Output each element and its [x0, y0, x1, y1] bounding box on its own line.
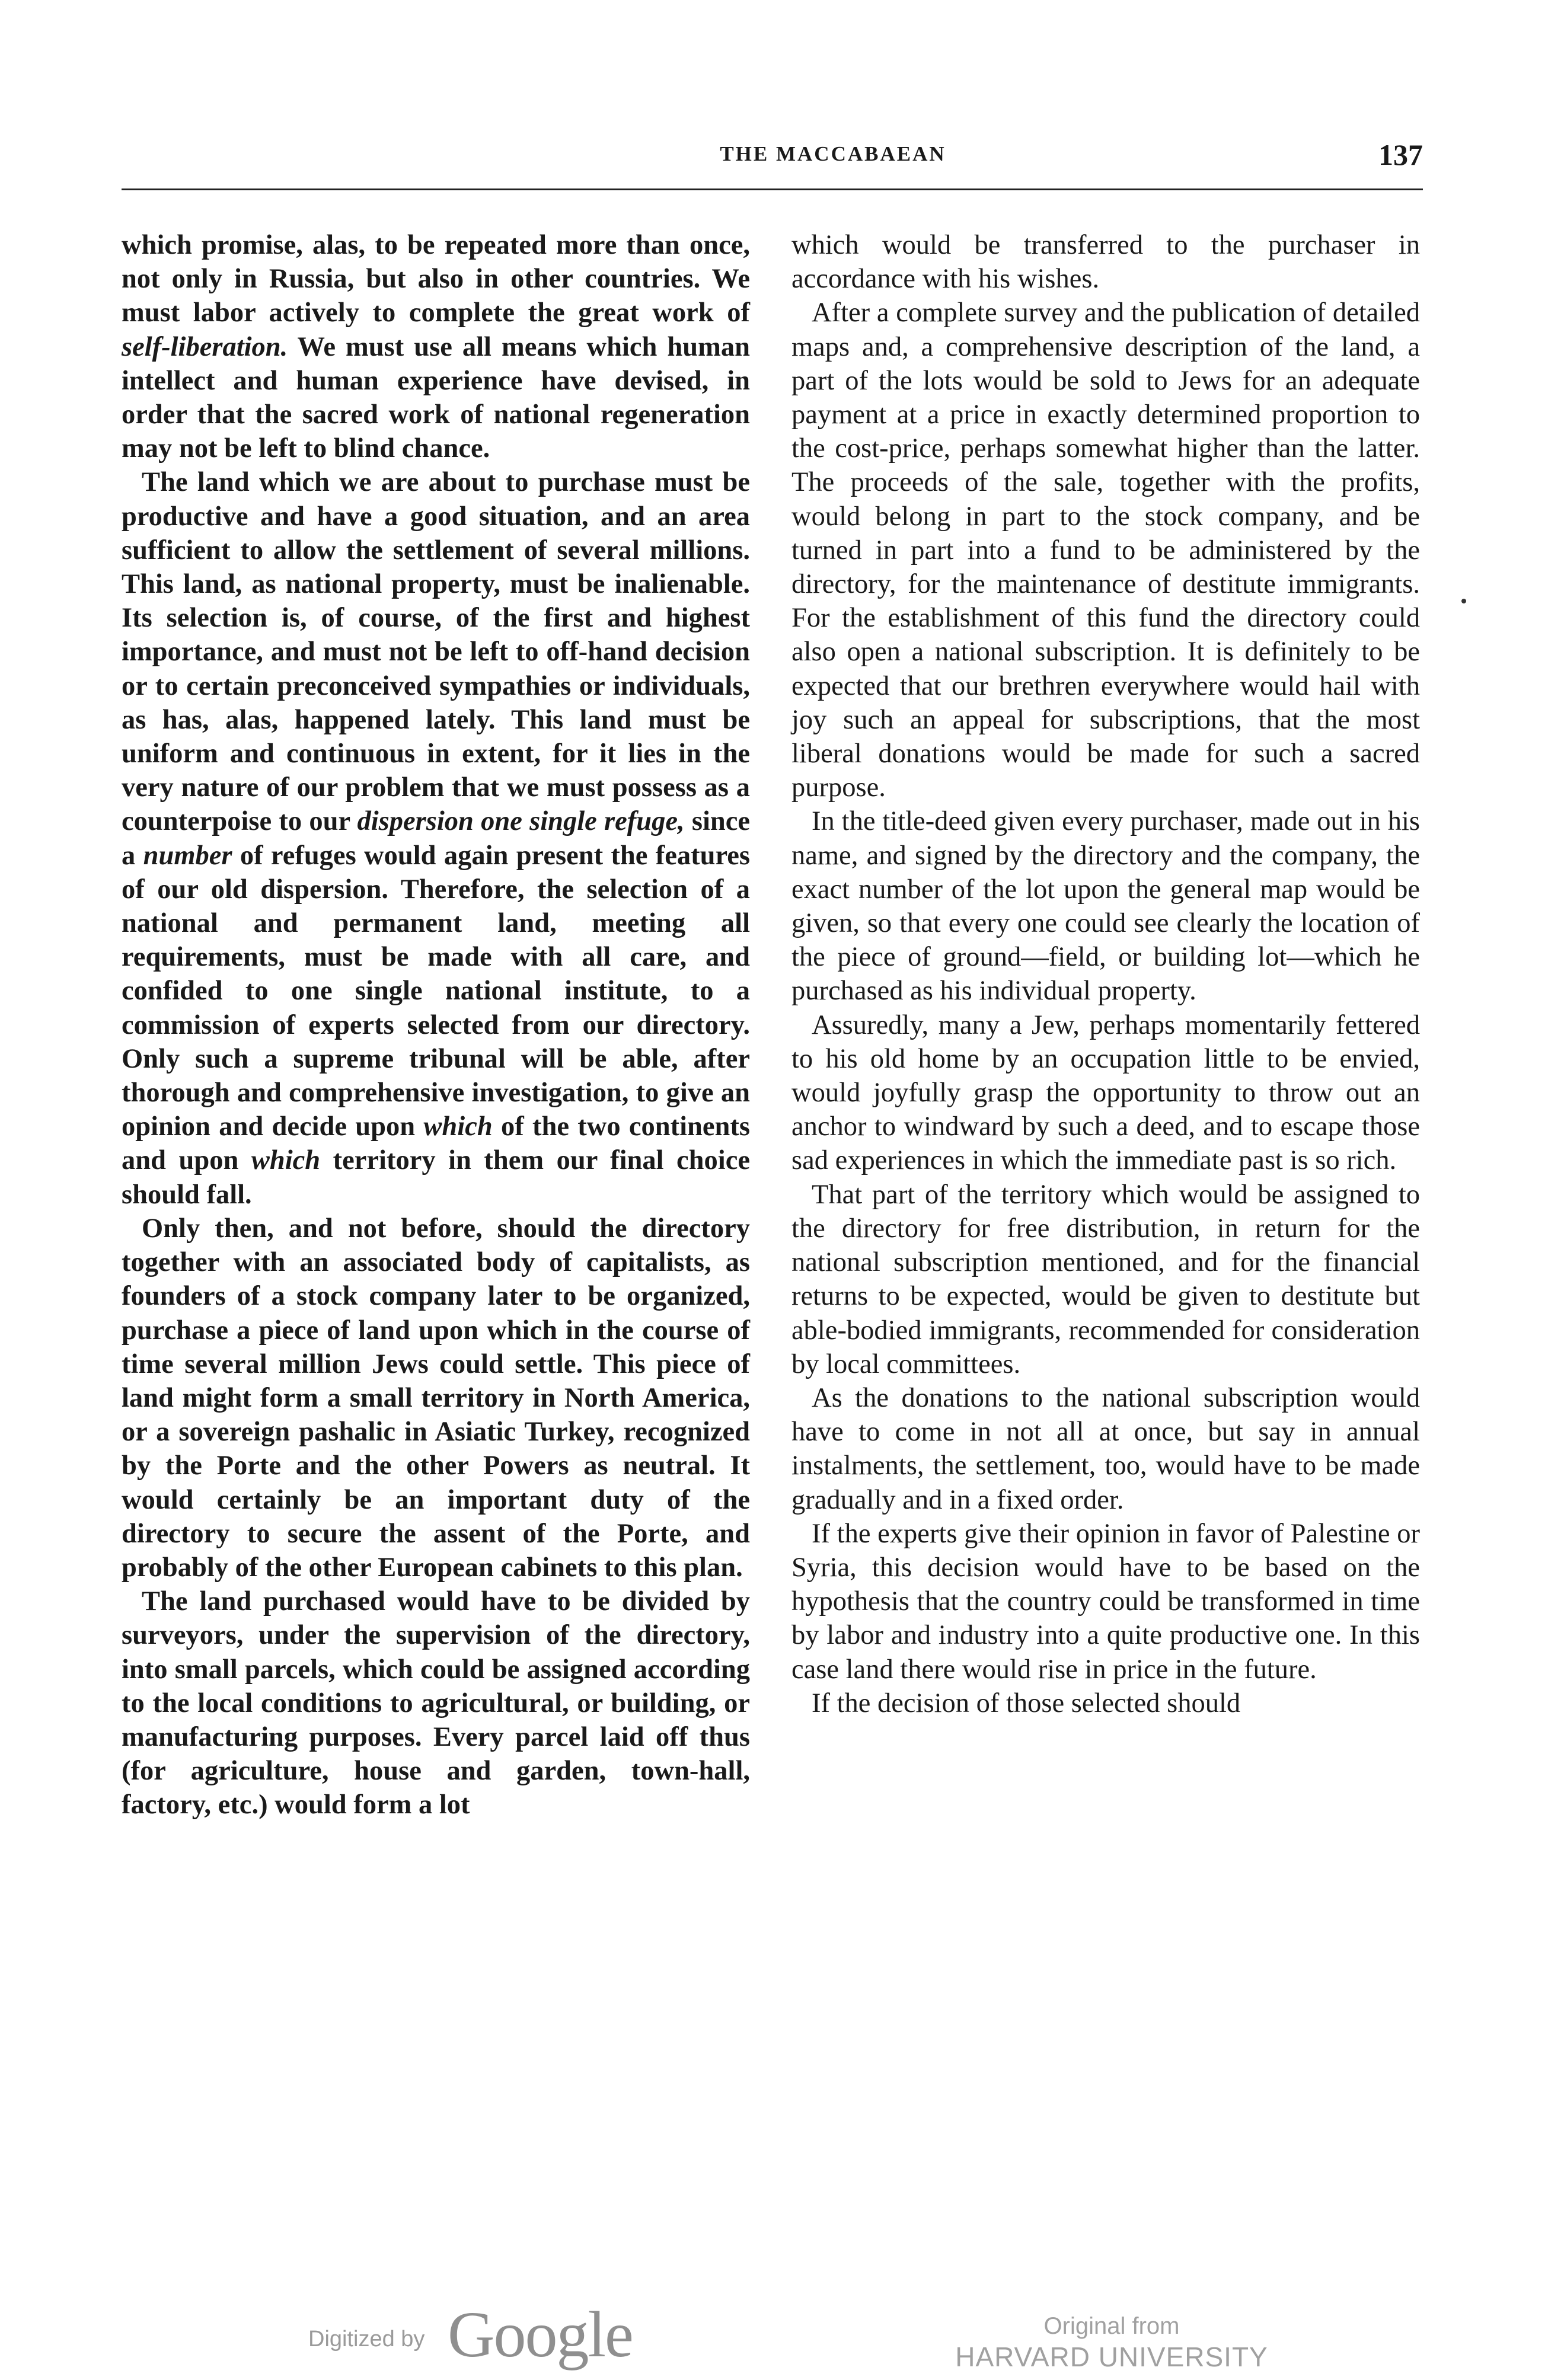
- paragraph: In the title-deed given every purchaser, made out in his name, and signed by the directory and the company, the exact number of the lot upon the general map would be given, so that every one could see clearly the location of the piece of ground—field, or building lot—which he purchased as his individual property.: [791, 806, 1420, 1007]
- paragraph: Assuredly, many a Jew, perhaps momentarily fettered to his old home by an occupation little to be envied, would joyfully grasp the opportunity to throw out an anchor to windward by such a deed, and to escape those sad experiences in which the immediate past is so rich.: [791, 1009, 1420, 1176]
- text-run: which promise, alas, to be repeated more than once, not only in Russia, but also in other countries. We must labor actively to complete the great work of: [122, 230, 750, 328]
- left-column: [122, 228, 750, 1822]
- header-rule: [122, 189, 1423, 190]
- text-run: since a: [122, 806, 750, 871]
- right-column: [791, 228, 1420, 1720]
- paragraph: If the experts give their opinion in favor of Palestine or Syria, this decision would have to be based on the hypothesis that the country could be transformed in time by labor and industry into a quite productive one. In this case land there would rise in price in the future.: [791, 1518, 1420, 1685]
- page-number: 137: [1378, 138, 1423, 171]
- italic-run: number: [143, 840, 232, 871]
- stray-mark: [1461, 599, 1466, 603]
- paragraph: As the donations to the national subscription would have to come in not all at once, but say in annual instalments, the settlement, too, would have to be made gradually and in a fixed order.: [791, 1382, 1420, 1515]
- google-logo: Google: [448, 2298, 633, 2371]
- text-run: The land which we are about to purchase must be productive and have a good situation, and an area sufficient to allow the settlement of several millions. This land, as national property, must be inalienable. Its selection is, of course, of the first and highest importance, and must not be left to off-hand decision or to certain preconceived sympathies or individuals, as has, alas, happened lately. This land must be uniform and continuous in extent, for it lies in the very nature of our problem that we must possess as a counterpoise to our: [122, 467, 750, 837]
- paragraph: Only then, and not before, should the directory together with an associated body of capitalists, as founders of a stock company later to be organized, purchase a piece of land upon which in the course of time several million Jews could settle. This piece of land might form a small territory in North America, or a sovereign pashalic in Asiatic Turkey, recognized by the Porte and the other Powers as neutral. It would certainly be an important duty of the directory to secure the assent of the Porte, and probably of the other European cabinets to this plan.: [122, 1213, 750, 1583]
- text-run: territory in them our final choice should fall.: [122, 1145, 750, 1210]
- text-run: of the two continents and upon: [122, 1111, 750, 1176]
- text-run: We must use all means which human intellect and human experience have devised, in order that the sacred work of national regeneration may not be left to blind chance.: [122, 331, 750, 464]
- paragraph: The land purchased would have to be divided by surveyors, under the supervision of the directory, into small parcels, which could be assigned according to the local conditions to agricultural, or building, or manufacturing purposes. Every parcel laid off thus (for agriculture, house and garden, town-hall, factory, etc.) would form a lot: [122, 1586, 750, 1820]
- italic-run: which: [251, 1145, 321, 1176]
- paragraph: That part of the territory which would be assigned to the directory for free distribution, in return for the national subscription mentioned, and for the financial returns to be expected, would be given to destitute but able-bodied immigrants, recommended for consideration by local committees.: [791, 1179, 1420, 1379]
- page-header: [122, 138, 1423, 172]
- harvard-label: HARVARD UNIVERSITY: [955, 2341, 1268, 2372]
- source-watermark: [955, 2312, 1269, 2373]
- original-from-label: Original from: [1043, 2313, 1180, 2339]
- paragraph: [122, 465, 750, 1211]
- digitized-by-label: Digitized by: [308, 2327, 425, 2352]
- text-run: of refuges would again present the features of our old dispersion. Therefore, the selection of a national and permanent land, meeting all requirements, must be made with all care, and confided to one single national institute, to a commission of experts selected from our directory. Only such a supreme tribunal will be able, after thorough and comprehensive investigation, to give an opinion and decide upon: [122, 840, 751, 1142]
- running-title: THE MACCABAEAN: [720, 142, 946, 165]
- paragraph: If the decision of those selected should: [812, 1688, 1241, 1718]
- paragraph: which would be transferred to the purchaser in accordance with his wishes.: [791, 230, 1420, 295]
- paragraph: [122, 228, 750, 465]
- paragraph: After a complete survey and the publication of detailed maps and, a comprehensive description of the land, a part of the lots would be sold to Jews for an adequate payment at a price in exactly determined proportion to the cost-price, perhaps somewhat higher than the latter. The proceeds of the sale, together with the profits, would belong in part to the stock company, and be turned in part into a fund to be administered by the directory, for the maintenance of destitute immigrants. For the establishment of this fund the directory could also open a national subscription. It is definitely to be expected that our brethren everywhere would hail with joy such an appeal for subscriptions, that the most liberal donations would be made for such a sacred purpose.: [791, 298, 1420, 803]
- italic-run: self-liberation.: [122, 331, 288, 362]
- italic-run: dispersion one single refuge,: [357, 806, 685, 837]
- italic-run: which: [423, 1111, 493, 1142]
- digitized-by-watermark: [308, 2297, 664, 2380]
